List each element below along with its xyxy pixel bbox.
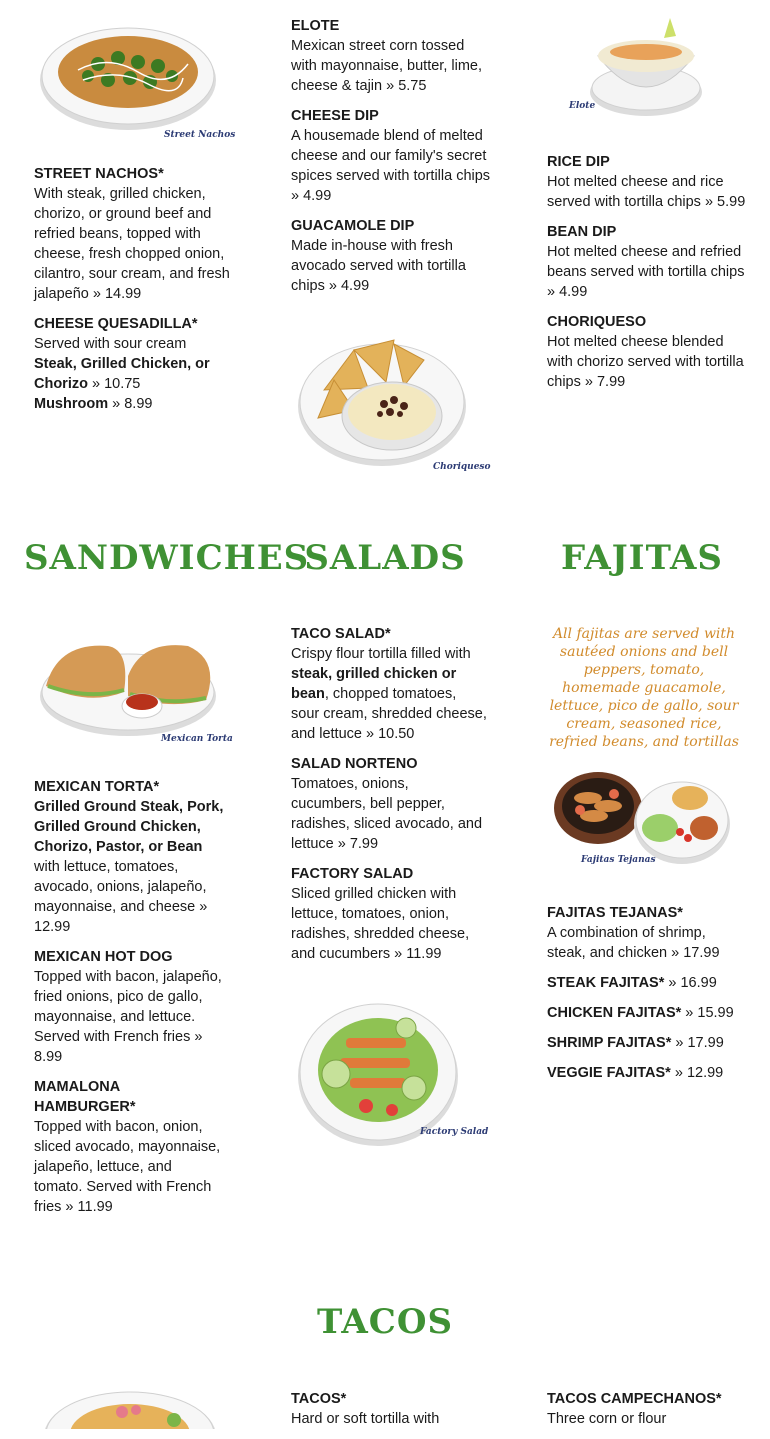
mexican-torta-item bbox=[34, 777, 224, 937]
option-price: » 10.75 bbox=[87, 376, 141, 392]
item-options: steak, grilled chicken or bean bbox=[291, 666, 457, 702]
item-price: » 12.99 bbox=[670, 1065, 724, 1081]
item-name: MEXICAN TORTA* bbox=[34, 779, 160, 795]
item-name: CHEESE DIP bbox=[291, 108, 379, 124]
fajitas-tejanas-photo bbox=[552, 758, 732, 870]
item-desc: Hot melted cheese blended with chorizo served with tortilla chips » 7.99 bbox=[547, 334, 744, 390]
mexican-hot-dog-item bbox=[34, 947, 224, 1067]
item-price: » 17.99 bbox=[671, 1035, 724, 1051]
item-name: STEAK FAJITAS* bbox=[547, 975, 665, 991]
item-desc: A combination of shrimp, steak, and chicken » 17.99 bbox=[547, 925, 720, 961]
item-desc: Sliced grilled chicken with lettuce, tomatoes, onion, radishes, shredded cheese, and cucumbers » 11.99 bbox=[291, 886, 470, 962]
item-desc: Hard or soft tortilla with bbox=[291, 1411, 440, 1427]
item-desc: Served with sour cream bbox=[34, 336, 187, 352]
option-price: » 8.99 bbox=[108, 396, 153, 412]
item-desc: Topped with bacon, onion, sliced avocado, mayonnaise, jalapeño, lettuce, and tomato. Served with French fries » 11.99 bbox=[34, 1119, 221, 1215]
item-desc: Tomatoes, onions, cucumbers, bell pepper, radishes, sliced avocado, and lettuce » 7.99 bbox=[291, 776, 483, 852]
factory-salad-caption: Factory Salad bbox=[420, 1127, 489, 1137]
item-name: SHRIMP FAJITAS* bbox=[547, 1035, 672, 1051]
mamalona-hamburger-item bbox=[34, 1077, 224, 1217]
elote-item bbox=[291, 16, 491, 96]
item-name: ELOTE bbox=[291, 18, 340, 34]
chicken-fajitas-item bbox=[547, 1003, 747, 1023]
veggie-fajitas-item bbox=[547, 1063, 747, 1083]
tacos-campechanos-item bbox=[547, 1389, 747, 1429]
fajitas-note: All fajitas are served with sautéed onions and bell peppers, tomato, homemade guacamole, lettuce, pico de gallo, sour cream, seasoned rice, refried beans, and tortillas bbox=[549, 626, 739, 750]
fajitas-column bbox=[547, 903, 747, 1093]
item-name: VEGGIE FAJITAS* bbox=[547, 1065, 671, 1081]
item-name: CHORIQUESO bbox=[547, 314, 647, 330]
item-name: RICE DIP bbox=[547, 154, 610, 170]
salad-norteno-item bbox=[291, 754, 487, 854]
item-name: SALAD NORTENO bbox=[291, 756, 418, 772]
choriqueso-photo bbox=[294, 330, 474, 472]
quesadilla-option-1 bbox=[34, 356, 210, 392]
appetizers-right-column bbox=[547, 152, 747, 402]
choriqueso-caption: Choriqueso bbox=[433, 462, 491, 472]
taco-salad-item bbox=[291, 624, 487, 744]
item-rest: with lettuce, tomatoes, avocado, onions, jalapeño, mayonnaise, and cheese » 12.99 bbox=[34, 859, 208, 935]
bean-dip-item bbox=[547, 222, 747, 302]
guacamole-dip-item bbox=[291, 216, 491, 296]
tacos-middle-column bbox=[291, 1389, 491, 1439]
sandwiches-column bbox=[34, 777, 224, 1227]
salads-column bbox=[291, 624, 487, 974]
item-price: » 16.99 bbox=[664, 975, 717, 991]
cheese-dip-item bbox=[291, 106, 491, 206]
item-name: TACO SALAD* bbox=[291, 626, 391, 642]
item-name: TACOS CAMPECHANOS* bbox=[547, 1391, 722, 1407]
sandwiches-heading: SANDWICHES bbox=[24, 538, 310, 578]
mexican-torta-caption: Mexican Torta bbox=[161, 734, 233, 744]
item-pre: Crispy flour tortilla filled with bbox=[291, 646, 471, 662]
item-desc: A housemade blend of melted cheese and our family's secret spices served with tortilla chips » 4.99 bbox=[291, 128, 491, 204]
item-options: Grilled Ground Steak, Pork, Grilled Ground Chicken, Chorizo, Pastor, or Bean bbox=[34, 799, 224, 855]
appetizers-left-column bbox=[34, 164, 234, 424]
tacos-right-column bbox=[547, 1389, 747, 1439]
factory-salad-item bbox=[291, 864, 487, 964]
steak-fajitas-item bbox=[547, 973, 747, 993]
appetizers-middle-column bbox=[291, 16, 491, 306]
item-name: GUACAMOLE DIP bbox=[291, 218, 415, 234]
item-desc: Topped with bacon, jalapeño, fried onions, pico de gallo, mayonnaise, and lettuce. Served with French fries » 8.99 bbox=[34, 969, 222, 1065]
item-desc: Hot melted cheese and refried beans served with tortilla chips » 4.99 bbox=[547, 244, 745, 300]
mexican-torta-photo bbox=[38, 636, 218, 740]
fajitas-tejanas-caption: Fajitas Tejanas bbox=[581, 855, 656, 865]
item-name: STREET NACHOS* bbox=[34, 166, 164, 182]
item-desc: Hot melted cheese and rice served with tortilla chips » 5.99 bbox=[547, 174, 746, 210]
item-name: MAMALONA HAMBURGER* bbox=[34, 1079, 136, 1115]
item-desc bbox=[291, 644, 487, 744]
item-name: CHICKEN FAJITAS* bbox=[547, 1005, 682, 1021]
item-name: CHEESE QUESADILLA* bbox=[34, 316, 198, 332]
item-desc: With steak, grilled chicken, chorizo, or ground beef and refried beans, topped with cheese, fresh chopped onion, cilantro, sour cream, and fresh jalapeño » 14.99 bbox=[34, 186, 230, 302]
tacos-photo bbox=[40, 1390, 220, 1429]
item-rest: , chopped tomatoes, sour cream, shredded cheese, and lettuce » 10.50 bbox=[291, 686, 487, 742]
fajitas-heading: FAJITAS bbox=[561, 538, 723, 578]
street-nachos-photo bbox=[38, 14, 220, 136]
rice-dip-item bbox=[547, 152, 747, 212]
item-name: TACOS* bbox=[291, 1391, 347, 1407]
street-nachos-item bbox=[34, 164, 234, 304]
item-desc: Three corn or flour bbox=[547, 1411, 667, 1427]
item-price: » 15.99 bbox=[681, 1005, 734, 1021]
choriqueso-item bbox=[547, 312, 747, 392]
option-name: Steak, Grilled Chicken, or Chorizo bbox=[34, 356, 210, 392]
item-desc: Mexican street corn tossed with mayonnaise, butter, lime, cheese & tajin » 5.75 bbox=[291, 38, 483, 94]
fajitas-tejanas-item bbox=[547, 903, 747, 963]
factory-salad-photo bbox=[296, 998, 462, 1148]
item-desc: Made in-house with fresh avocado served with tortilla chips » 4.99 bbox=[291, 238, 466, 294]
cheese-quesadilla-item bbox=[34, 314, 234, 414]
item-desc bbox=[34, 797, 224, 937]
street-nachos-caption: Street Nachos bbox=[164, 130, 236, 140]
item-name: FAJITAS TEJANAS* bbox=[547, 905, 683, 921]
salads-heading: SALADS bbox=[304, 538, 466, 578]
elote-caption: Elote bbox=[569, 101, 596, 111]
item-name: BEAN DIP bbox=[547, 224, 617, 240]
shrimp-fajitas-item bbox=[547, 1033, 747, 1053]
quesadilla-option-2 bbox=[34, 396, 152, 412]
tacos-heading: TACOS bbox=[316, 1302, 454, 1342]
item-name: FACTORY SALAD bbox=[291, 866, 414, 882]
option-name: Mushroom bbox=[34, 396, 109, 412]
item-name: MEXICAN HOT DOG bbox=[34, 949, 173, 965]
elote-photo bbox=[586, 18, 708, 122]
tacos-item bbox=[291, 1389, 491, 1429]
